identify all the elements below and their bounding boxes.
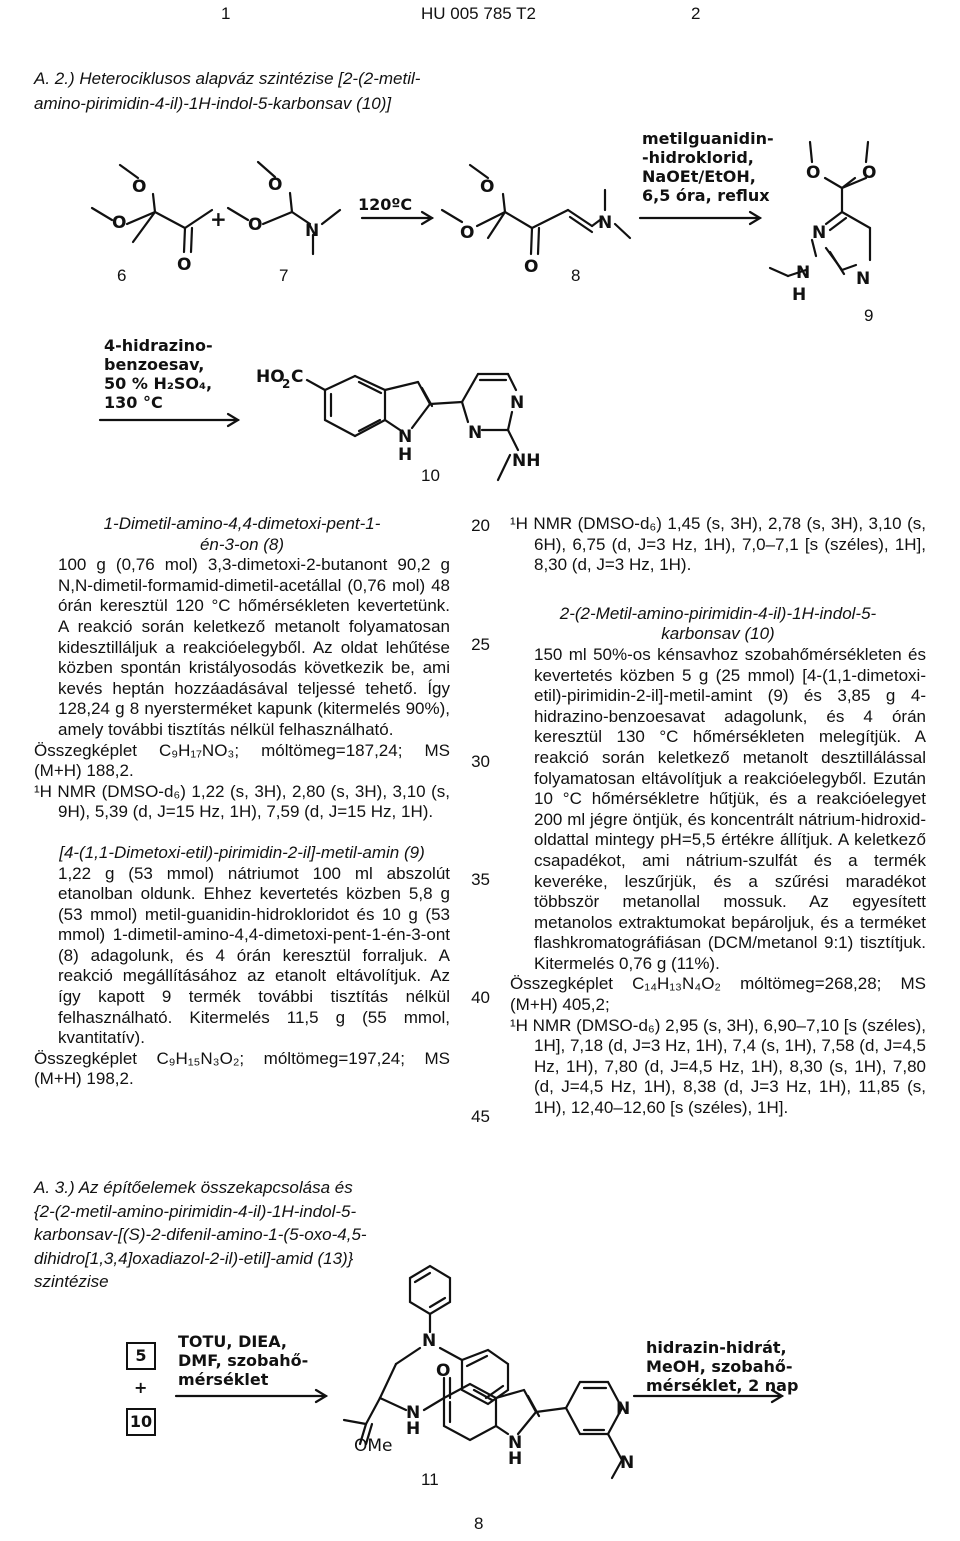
procedure-compound-8: 100 g (0,76 mol) 3,3-dimetoxi-2-butanont 90,2 g N,N-dimetil-formamid-dimetil-acetállal (0,76 mol) 48 órán keresztül 120 °C hőmérsékleten kevertetünk. A reakció során keletkező metanolt folyamatosan kidesztilláljuk a reakcióelegyből. Az oldat lehűtése közben spontán kristályosodás következik be, ami kevés heptán hozzáadásával teljessé tehető. Így 128,24 g 8 nyersterméket kapunk (kitermelés 90%), amely további tisztítás nélkül felhasználható. [58, 555, 450, 739]
nmr-compound-10: ¹H NMR (DMSO-d₆) 2,95 (s, 3H), 6,90–7,10 [s (széles), 1H], 7,18 (d, J=3 Hz, 1H), 7,4 (s, 1H), 7,58 (d, J=4,5 Hz, 1H), 7,80 (d, J=4,5 Hz, 1H), 8,30 (s, 1H), 7,80 (d, J=4,5 Hz, 1H), 8,38 (d, J=3 Hz, 1H), 11,85 (s, 1H), 12,40–12,60 [s (széles), 1H]. [510, 1015, 926, 1118]
scheme1-title-line: A. 2.) Heterociklusos alapváz szintézise [2-(2-metil- [34, 69, 421, 88]
methoxy-group: OMe [354, 1436, 393, 1456]
compound-label-7: 7 [279, 266, 289, 285]
condition-120c: 120ºC [358, 195, 413, 214]
page-number-right: 2 [691, 4, 701, 23]
condition-hydrazino [104, 336, 244, 412]
nmr-compound-9: ¹H NMR (DMSO-d₆) 1,45 (s, 3H), 2,78 (s, 3H), 3,10 (s, 6H), 6,75 (d, J=3 Hz, 1H), 7,0–7,1 [s (széles), 1H], 8,30 (d, J=3 Hz, 1H). [510, 514, 926, 575]
condition-line: 130 °C [104, 393, 163, 412]
condition-line: 4-hidrazino-benzoesav, [104, 336, 213, 374]
nitrogen-atom: N [598, 213, 613, 233]
heading-compound-10: 2-(2-Metil-amino-pirimidin-4-il)-1H-indol-5- [559, 603, 877, 623]
heading-compound-8: 1-Dimetil-amino-4,4-dimetoxi-pent-1- [103, 514, 381, 533]
nitrogen-atom: N [856, 269, 871, 289]
line-number: 45 [471, 1107, 490, 1126]
oxygen-atom: O [480, 177, 495, 197]
procedure-compound-9: 1,22 g (53 mmol) nátriumot 100 ml abszolút etanolban oldunk. Ehhez kevertetés közben 5,8 g (53 mmol) metil-guanidin-hidrokloridot és 10 g (53 mmol) 1-dimetil-amino-4,4-dimetoxi-pent-1-én-3-ont (8) adagolunk, és 4 órán keresztül forraljuk. A reakció megállításához az etanolt eltávolítjuk. Az így kapott 9 termék további tisztítás nélkül felhasználható. Kitermelés 11,5 g (55 mmol, kvantitatív). [58, 863, 450, 1048]
condition-line: mérséklet [178, 1370, 269, 1389]
nitrogen-atom: NH [512, 451, 541, 471]
condition-line: TOTU, DIEA, [178, 1332, 287, 1351]
oxygen-atom: O [177, 255, 192, 275]
patent-number: HU 005 785 T2 [421, 4, 536, 23]
compound-label-6: 6 [117, 266, 127, 285]
condition-guanidine [642, 129, 782, 205]
scheme2-reaction [0, 1248, 960, 1488]
line-number: 25 [471, 635, 490, 654]
compound-7-structure [228, 162, 340, 254]
oxygen-atom: O [112, 213, 127, 233]
nitrogen-atom: N [616, 1399, 631, 1419]
plus-sign: + [134, 1378, 148, 1397]
oxygen-atom: O [524, 257, 539, 277]
section3-title-line: dihidro[1,3,4]oxadiazol-2-il)-etil]-amid (13)} [34, 1248, 354, 1268]
plus-sign: + [210, 207, 227, 231]
section3-title-line: A. 3.) Az építőelemek összekapcsolása és [34, 1178, 353, 1197]
compound-label-8: 8 [571, 266, 581, 285]
oxygen-atom: O [806, 163, 821, 183]
footer-page-number: 8 [474, 1514, 484, 1533]
right-column [510, 514, 926, 1119]
oxygen-atom: O [862, 163, 877, 183]
compound-label-11: 11 [421, 1470, 439, 1489]
line-number: 35 [471, 870, 490, 889]
compound-10-structure [307, 374, 518, 480]
condition-line: DMF, szobahő- [178, 1351, 309, 1370]
condition-line: hidrazin-hidrát, [646, 1338, 787, 1357]
compound-box-10: 10 [126, 1408, 156, 1436]
condition-line: NaOEt/EtOH, [642, 167, 756, 186]
nmr-compound-8: ¹H NMR (DMSO-d₆) 1,22 (s, 3H), 2,80 (s, 3H), 3,10 (s, 9H), 5,39 (d, J=15 Hz, 1H), 7,59 (d, J=15 Hz, 1H). [34, 781, 450, 822]
formula-compound-10: Összegképlet C₁₄H₁₃N₄O₂ móltömeg=268,28; MS (M+H) 405,2; [510, 974, 926, 1015]
section3-title-line: karbonsav-[(S)-2-difenil-amino-1-(5-oxo-4,5- [34, 1225, 367, 1244]
scheme1-title [34, 66, 420, 116]
nitrogen-atom: N [620, 1453, 635, 1473]
line-number: 20 [471, 516, 490, 535]
compound-box-5: 5 [126, 1342, 156, 1370]
nitrogen-atom: N [510, 393, 525, 413]
hydrogen-atom: H [508, 1449, 523, 1469]
nitrogen-atom: N [508, 1433, 523, 1453]
condition-line: metilguanidin- [642, 129, 774, 148]
carboxyl-subscript: 2 [282, 377, 291, 391]
heading-compound-10: karbonsav (10) [661, 624, 775, 644]
page-number-left: 1 [221, 4, 231, 23]
compound-6-structure [92, 165, 212, 252]
formula-compound-9: Összegképlet C₉H₁₅N₃O₂; móltömeg=197,24; MS (M+H) 198,2. [34, 1048, 450, 1089]
nitrogen-atom: N [796, 263, 811, 283]
compound-label-10: 10 [421, 466, 440, 485]
procedure-compound-10: 150 ml 50%-os kénsavhoz szobahőmérsékleten és kevertetés közben 5 g (25 mmol) [4-(1,1-dimetoxi-etil)-pirimidin-2-il]-metil-amint (9) és 3,85 g 4-hidrazino-benzoesavat adagolunk, és 4 órán keresztül 130 °C hőmérsékleten melegítjük. A reakció során keletkező metanolt desztillálással folyamatosan eltávolítjuk a reakcióelegyből. Ezután 10 °C hőmérsékletre hűtjük, és a reakcióelegyet 200 ml jégre öntjük, és koncentrált nátrium-hidroxid-oldattal mintegy pH=5,5 értékre állítjuk. A keletkező csapadékot, ami nátrium-szulfát és a termék keveréke, leszűrjük, és a szűrési maradékot többször metanollal mossuk. Az egyesített metanolos extraktumokat bepároljuk, és a terméket flashkromatográfiásan (DCM/metanol 9:1) tisztítjuk. Kitermelés 0,76 g (11%). [534, 644, 926, 973]
oxygen-atom: O [268, 175, 283, 195]
heading-compound-9: [4-(1,1-Dimetoxi-etil)-pirimidin-2-il]-metil-amin (9) [59, 842, 425, 862]
condition-line: -hidroklorid, [642, 148, 754, 167]
hydrogen-atom: H [792, 285, 807, 305]
nitrogen-atom: N [305, 221, 320, 241]
line-number: 40 [471, 988, 490, 1007]
nitrogen-atom: N [398, 427, 413, 447]
condition-line: mérséklet, 2 nap [646, 1376, 799, 1395]
nitrogen-atom: N [406, 1403, 421, 1423]
section3-title-line: szintézise [34, 1272, 109, 1291]
left-column [34, 514, 450, 1090]
condition-line: MeOH, szobahő- [646, 1357, 793, 1376]
section3-title-line: {2-(2-metil-amino-pirimidin-4-il)-1H-indol-5- [34, 1201, 357, 1221]
heading-compound-8: én-3-on (8) [199, 534, 285, 554]
oxygen-atom: O [248, 215, 263, 235]
oxygen-atom: O [132, 177, 147, 197]
hydrogen-atom: H [398, 445, 413, 465]
line-number: 30 [471, 752, 490, 771]
nitrogen-atom: N [468, 423, 483, 443]
hydrogen-atom: H [406, 1419, 421, 1439]
nitrogen-atom: N [422, 1331, 437, 1351]
oxygen-atom: O [436, 1361, 451, 1381]
condition-line: 50 % H₂SO₄, [104, 374, 213, 393]
carboxyl-group: HO [256, 367, 285, 387]
compound-label-9: 9 [864, 306, 874, 325]
formula-compound-8: Összegképlet C₉H₁₇NO₃; móltömeg=187,24; MS (M+H) 188,2. [34, 740, 450, 781]
condition-line: 6,5 óra, reflux [642, 186, 770, 205]
nitrogen-atom: N [812, 223, 827, 243]
scheme1-reaction [0, 120, 960, 500]
scheme1-title-line: amino-pirimidin-4-il)-1H-indol-5-karbonsav (10)] [34, 94, 392, 113]
carboxyl-group: C [291, 367, 304, 387]
oxygen-atom: O [460, 223, 475, 243]
